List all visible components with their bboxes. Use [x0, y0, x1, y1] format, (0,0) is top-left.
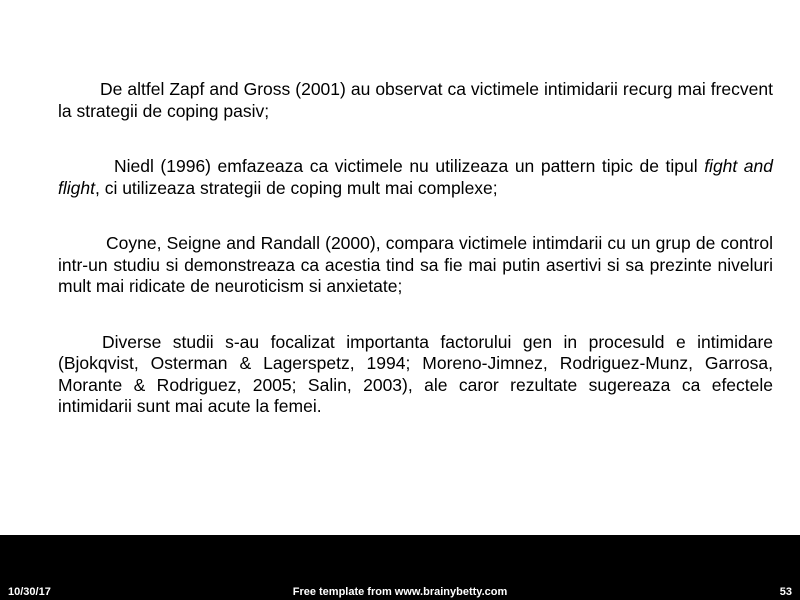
paragraph-text-before: Niedl (1996) emfazeaza ca victimele nu utilizeaza un pattern tipic de tipul: [114, 156, 705, 176]
paragraph-diverse-studii: [58, 332, 773, 418]
paragraph-zapf-gross: [58, 79, 773, 122]
paragraph-text: Coyne, Seigne and Randall (2000), compara victimele intimdarii cu un grup de control intr-un studiu si demonstreaza ca acestia tind sa fie mai putin asertivi si sa prezinte niveluri mult mai ridicate de neuroticism si anxietate;: [58, 233, 773, 296]
paragraph-coyne: [58, 233, 773, 298]
paragraph-text: Diverse studii s-au focalizat importanta factorului gen in procesuld e intimidare (Bjokqvist, Osterman & Lagerspetz, 1994; Moreno-Jimnez, Rodriguez-Munz, Garrosa, Morante & Rodriguez, 2005; Salin, 2003), ale caror rezultate sugereaza ca efectele intimidarii sunt mai acute la femei.: [58, 331, 773, 416]
paragraph-niedl: [58, 156, 773, 199]
paragraph-text: De altfel Zapf and Gross (2001) au observat ca victimele intimidarii recurg mai frecvent la strategii de coping pasiv;: [58, 79, 773, 121]
paragraph-text-after: , ci utilizeaza strategii de coping mult mai complexe;: [94, 177, 498, 198]
paragraph-emphasis: fight and flight: [58, 156, 774, 198]
footer-date: 10/30/17: [8, 586, 51, 598]
slide-body: [58, 79, 773, 418]
footer-page-number: 53: [779, 586, 792, 598]
footer-credit: Free template from www.brainybetty.com: [292, 586, 508, 598]
